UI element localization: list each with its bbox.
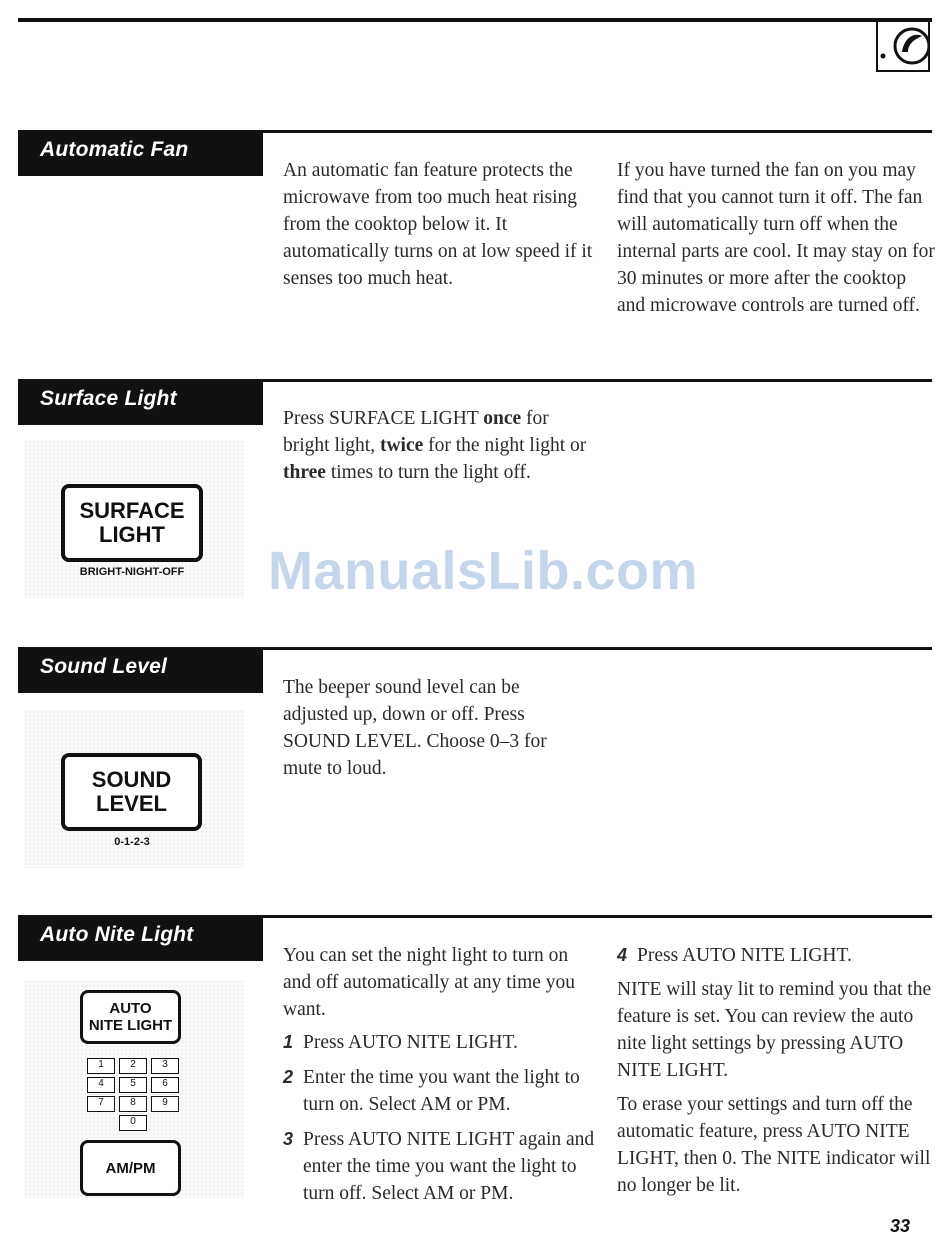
sound-button-caption: 0-1-2-3 <box>114 836 150 848</box>
sound-paragraph: The beeper sound level can be adjusted up, down or off. Press SOUND LEVEL. Choose 0–3 for mute to loud. <box>283 677 547 779</box>
step-text-2: Enter the time you want the light to turn on. Select AM or PM. <box>303 1067 580 1115</box>
nite-text-col2 <box>617 942 935 1199</box>
fan-text-col1 <box>283 157 603 292</box>
section-title-sound: Sound Level <box>40 655 168 678</box>
nite-button-line1: AUTO <box>109 1000 152 1017</box>
step-text-3: Press AUTO NITE LIGHT again and enter the time you want the light to turn off. Select AM or PM. <box>303 1129 595 1204</box>
keypad-key-9[interactable]: 9 <box>151 1096 179 1112</box>
sound-button-line2: LEVEL <box>96 791 167 816</box>
sound-level-button[interactable] <box>61 753 202 831</box>
surface-button-line1: SURFACE <box>79 498 185 523</box>
step-number-2: 2 <box>283 1067 294 1087</box>
keypad-key-1[interactable]: 1 <box>87 1058 115 1074</box>
step-text-1: Press AUTO NITE LIGHT. <box>303 1032 518 1053</box>
am-pm-button[interactable] <box>80 1140 181 1196</box>
nite-text-col1 <box>283 942 598 1207</box>
nite-paragraph-2: To erase your settings and turn off the automatic feature, press AUTO NITE LIGHT, then 0. The NITE indicator will no longer be lit. <box>617 1094 931 1196</box>
nite-step-2 <box>283 1064 598 1118</box>
section-rule-fan <box>262 130 932 133</box>
keypad-key-0[interactable]: 0 <box>119 1115 147 1131</box>
surface-paragraph: Press SURFACE LIGHT once for bright light, twice for the night light or three times to turn the light off. <box>283 408 587 483</box>
surface-panel-illustration <box>24 440 244 598</box>
section-title-fan: Automatic Fan <box>40 138 189 161</box>
keypad-key-5[interactable]: 5 <box>119 1077 147 1093</box>
section-header-surface <box>18 379 263 425</box>
step-number-1: 1 <box>283 1032 294 1052</box>
ge-logo-icon <box>878 22 930 70</box>
step-number-3: 3 <box>283 1129 294 1149</box>
step-number-4: 4 <box>617 945 628 965</box>
keypad-key-6[interactable]: 6 <box>151 1077 179 1093</box>
nite-intro: You can set the night light to turn on and off automatically at any time you want. <box>283 945 576 1020</box>
nite-panel-illustration: AUTO NITE LIGHT 1 2 3 4 5 6 7 8 9 0 · · · · AM/PM <box>24 980 244 1198</box>
watermark: ManualsLib.com <box>268 541 699 601</box>
section-rule-nite <box>262 915 932 918</box>
section-header-sound <box>18 647 263 693</box>
nite-button-line2: NITE LIGHT <box>88 1017 173 1034</box>
surface-button-caption: BRIGHT-NIGHT-OFF <box>79 566 185 578</box>
nite-step-1 <box>283 1029 598 1056</box>
page-number: 33 <box>889 1216 910 1236</box>
top-rule <box>18 18 932 22</box>
section-rule-surface <box>262 379 932 382</box>
nite-paragraph-1: NITE will stay lit to remind you that the feature is set. You can review the auto nite light settings by pressing AUTO NITE LIGHT. <box>617 979 932 1081</box>
step-text-4: Press AUTO NITE LIGHT. <box>637 945 852 966</box>
brand-logo-box <box>876 22 930 72</box>
section-rule-sound <box>262 647 932 650</box>
sound-button-line1: SOUND <box>91 767 172 792</box>
keypad-key-7[interactable]: 7 <box>87 1096 115 1112</box>
section-header-nite <box>18 915 263 961</box>
surface-text <box>283 405 588 486</box>
sound-panel-illustration <box>24 710 244 868</box>
auto-nite-light-button[interactable] <box>80 990 181 1044</box>
section-title-nite: Auto Nite Light <box>40 923 194 946</box>
keypad-key-8[interactable]: 8 <box>119 1096 147 1112</box>
fan-paragraph-2: If you have turned the fan on you may find that you cannot turn it off. The fan will automatically turn off when the internal parts are cool. It may stay on for 30 minutes or more after the cooktop and microwave controls are turned off. <box>617 160 935 316</box>
nite-step-4 <box>617 942 935 969</box>
sound-text <box>283 674 573 782</box>
keypad-key-4[interactable]: 4 <box>87 1077 115 1093</box>
section-title-surface: Surface Light <box>40 387 177 410</box>
surface-button-line2: LIGHT <box>99 522 165 547</box>
keypad-key-2[interactable]: 2 <box>119 1058 147 1074</box>
keypad-key-3[interactable]: 3 <box>151 1058 179 1074</box>
surface-light-button[interactable] <box>61 484 203 562</box>
nite-step-3 <box>283 1126 598 1207</box>
fan-paragraph-1: An automatic fan feature protects the microwave from too much heat rising from the cooktop below it. It automatically turns on at low speed if it senses too much heat. <box>283 160 593 289</box>
fan-text-col2 <box>617 157 935 319</box>
section-header-fan <box>18 130 263 176</box>
am-pm-label: AM/PM <box>105 1159 156 1177</box>
